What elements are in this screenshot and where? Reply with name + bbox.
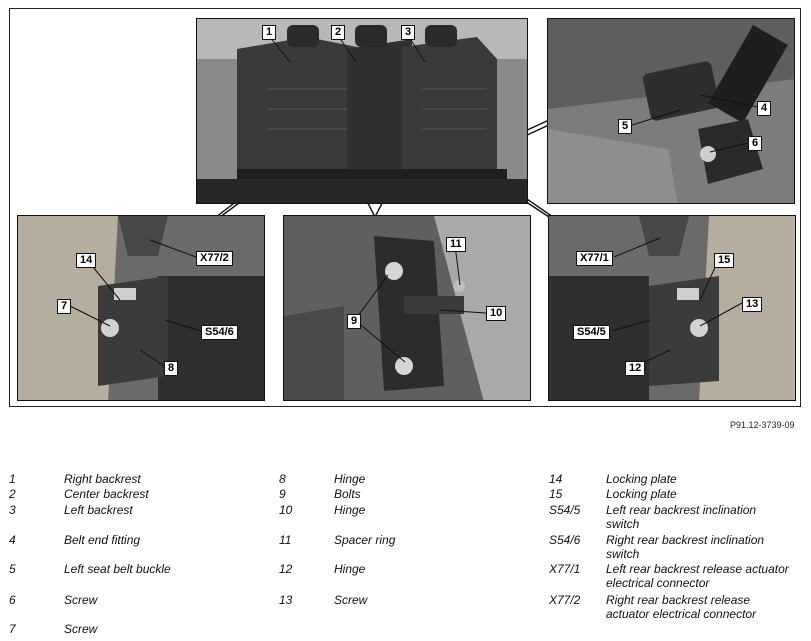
legend-code: 7	[9, 622, 16, 636]
legend-code: 14	[549, 472, 563, 486]
legend-text: Hinge	[334, 562, 366, 576]
callout-3: 3	[401, 25, 415, 40]
legend-text: Right rear backrest release actuator electrical connector	[606, 593, 757, 621]
legend-text: Right backrest	[64, 472, 141, 486]
figure-reference-code: P91.12-3739-09	[730, 420, 795, 430]
callout-s54-6: S54/6	[201, 325, 238, 340]
callout-x77-2: X77/2	[196, 251, 233, 266]
legend-text: Locking plate	[606, 472, 677, 486]
callout-12: 12	[625, 361, 645, 376]
callout-s54-5: S54/5	[573, 325, 610, 340]
callout-6: 6	[748, 136, 762, 151]
callout-10: 10	[486, 306, 506, 321]
callout-15: 15	[714, 253, 734, 268]
callout-x77-1: X77/1	[576, 251, 613, 266]
legend-text: Spacer ring	[334, 533, 396, 547]
legend-text: Left rear backrest release actuator electrical connector	[606, 562, 789, 590]
legend-text: Left seat belt buckle	[64, 562, 171, 576]
legend-code: X77/2	[549, 593, 581, 607]
callout-14: 14	[76, 253, 96, 268]
legend-code: 2	[9, 487, 16, 501]
callout-4: 4	[757, 101, 771, 116]
legend-code: 10	[279, 503, 293, 517]
legend-code: S54/5	[549, 503, 581, 517]
legend-text: Belt end fitting	[64, 533, 141, 547]
legend-code: 8	[279, 472, 286, 486]
legend-text: Locking plate	[606, 487, 677, 501]
callout-1: 1	[262, 25, 276, 40]
legend-text: Left backrest	[64, 503, 133, 517]
legend-text: Screw	[64, 622, 98, 636]
callout-5: 5	[618, 119, 632, 134]
legend-code: 12	[279, 562, 293, 576]
legend-text: Hinge	[334, 503, 366, 517]
legend-text: Bolts	[334, 487, 361, 501]
legend-text: Screw	[334, 593, 368, 607]
legend-text: Center backrest	[64, 487, 149, 501]
legend-text: Left rear backrest inclination switch	[606, 503, 757, 531]
legend-code: 9	[279, 487, 286, 501]
legend-code: S54/6	[549, 533, 581, 547]
legend-code: 1	[9, 472, 16, 486]
legend-code: 15	[549, 487, 563, 501]
callout-7: 7	[57, 299, 71, 314]
legend-code: 11	[279, 533, 292, 547]
legend-text: Right rear backrest inclination switch	[606, 533, 765, 561]
callout-9: 9	[347, 314, 361, 329]
legend-code: X77/1	[549, 562, 581, 576]
callout-13: 13	[742, 297, 762, 312]
legend-code: 6	[9, 593, 16, 607]
callout-8: 8	[164, 361, 178, 376]
legend-text: Hinge	[334, 472, 366, 486]
legend-code: 5	[9, 562, 16, 576]
legend-code: 13	[279, 593, 293, 607]
legend-code: 4	[9, 533, 16, 547]
legend-code: 3	[9, 503, 16, 517]
callout-11: 11	[446, 237, 466, 252]
callout-2: 2	[331, 25, 345, 40]
legend-text: Screw	[64, 593, 98, 607]
